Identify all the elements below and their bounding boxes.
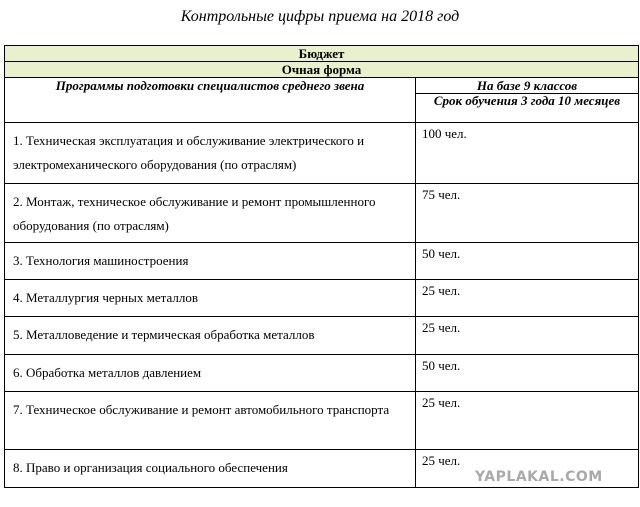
count-cell: 75 чел. <box>416 184 639 243</box>
table-row <box>5 392 639 450</box>
admission-table <box>4 45 639 488</box>
budget-cell: Бюджет <box>5 46 639 62</box>
programs-header: Программы подготовки специалистов среднего звена <box>5 78 416 123</box>
program-cell: 5. Металловедение и термическая обработка металлов <box>5 317 416 355</box>
table-row <box>5 184 639 243</box>
count-cell: 50 чел. <box>416 243 639 280</box>
program-cell: 1. Техническая эксплуатация и обслуживание электрического и электромеханического оборудования (по отраслям) <box>5 123 416 184</box>
page-title: Контрольные цифры приема на 2018 год <box>180 8 460 25</box>
program-cell: 2. Монтаж, техническое обслуживание и ремонт промышленного оборудования (по отраслям) <box>5 184 416 243</box>
budget-row <box>5 46 639 62</box>
program-cell: 4. Металлургия черных металлов <box>5 280 416 317</box>
count-cell: 50 чел. <box>416 355 639 392</box>
count-cell: 25 чел. <box>416 317 639 355</box>
count-cell: 25 чел. <box>416 280 639 317</box>
program-cell: 6. Обработка металлов давлением <box>5 355 416 392</box>
watermark: YAPLAKAL.COM <box>475 469 603 485</box>
table-row <box>5 355 639 392</box>
header-row <box>5 78 639 94</box>
count-cell: 100 чел. <box>416 123 639 184</box>
program-cell: 7. Техническое обслуживание и ремонт автомобильного транспорта <box>5 392 416 450</box>
term-header: Срок обучения 3 года 10 месяцев <box>416 94 639 123</box>
program-cell: 8. Право и организация социального обеспечения <box>5 450 416 488</box>
base-header: На базе 9 классов <box>416 78 639 94</box>
table-row <box>5 317 639 355</box>
form-row <box>5 62 639 78</box>
program-cell: 3. Технология машиностроения <box>5 243 416 280</box>
count-cell: 25 чел. <box>416 392 639 450</box>
table-row <box>5 123 639 184</box>
form-cell: Очная форма <box>5 62 639 78</box>
table-row <box>5 280 639 317</box>
count-cell: 25 чел. <box>416 450 639 488</box>
table-row <box>5 243 639 280</box>
